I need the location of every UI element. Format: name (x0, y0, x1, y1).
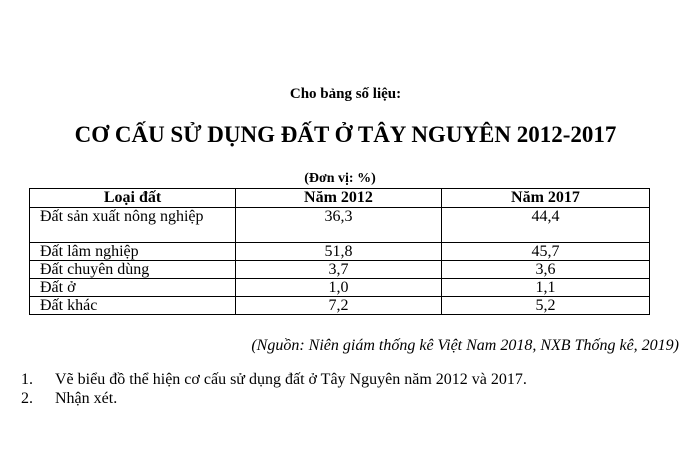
land-type-cell: Đất ở (30, 279, 236, 297)
data-table (29, 188, 650, 315)
table-row (30, 297, 650, 315)
question-number: 2. (21, 390, 33, 407)
source-citation: (Nguồn: Niên giám thống kê Việt Nam 2018, NXB Thống kê, 2019) (251, 337, 679, 354)
column-header-land-type: Loại đất (30, 189, 236, 208)
question-text: Vẽ biểu đồ thể hiện cơ cấu sử dụng đất ở Tây Nguyên năm 2012 và 2017. (55, 371, 527, 388)
list-item (21, 370, 527, 389)
value-2012-cell: 7,2 (236, 297, 442, 315)
table-row (30, 208, 650, 243)
column-header-2017: Năm 2017 (442, 189, 650, 208)
page-title: CƠ CẤU SỬ DỤNG ĐẤT Ở TÂY NGUYÊN 2012-2017 (74, 122, 617, 147)
table-header-row (30, 189, 650, 208)
question-number: 1. (21, 371, 33, 388)
value-2012-cell: 36,3 (236, 208, 442, 243)
intro-text: Cho bảng số liệu: (289, 86, 402, 102)
land-type-cell: Đất khác (30, 297, 236, 315)
land-type-cell: Đất lâm nghiệp (30, 243, 236, 261)
value-2017-cell: 45,7 (442, 243, 650, 261)
value-2012-cell: 1,0 (236, 279, 442, 297)
value-2017-cell: 1,1 (442, 279, 650, 297)
value-2012-cell: 51,8 (236, 243, 442, 261)
table-row (30, 243, 650, 261)
land-type-cell: Đất sản xuất nông nghiệp (30, 208, 236, 243)
value-2017-cell: 44,4 (442, 208, 650, 243)
unit-label: (Đơn vị: %) (304, 171, 376, 186)
value-2012-cell: 3,7 (236, 261, 442, 279)
value-2017-cell: 5,2 (442, 297, 650, 315)
question-text: Nhận xét. (55, 390, 118, 407)
table-row (30, 261, 650, 279)
table-row (30, 279, 650, 297)
column-header-2012: Năm 2012 (236, 189, 442, 208)
land-type-cell: Đất chuyên dùng (30, 261, 236, 279)
value-2017-cell: 3,6 (442, 261, 650, 279)
list-item (21, 389, 527, 408)
question-list (21, 370, 527, 408)
